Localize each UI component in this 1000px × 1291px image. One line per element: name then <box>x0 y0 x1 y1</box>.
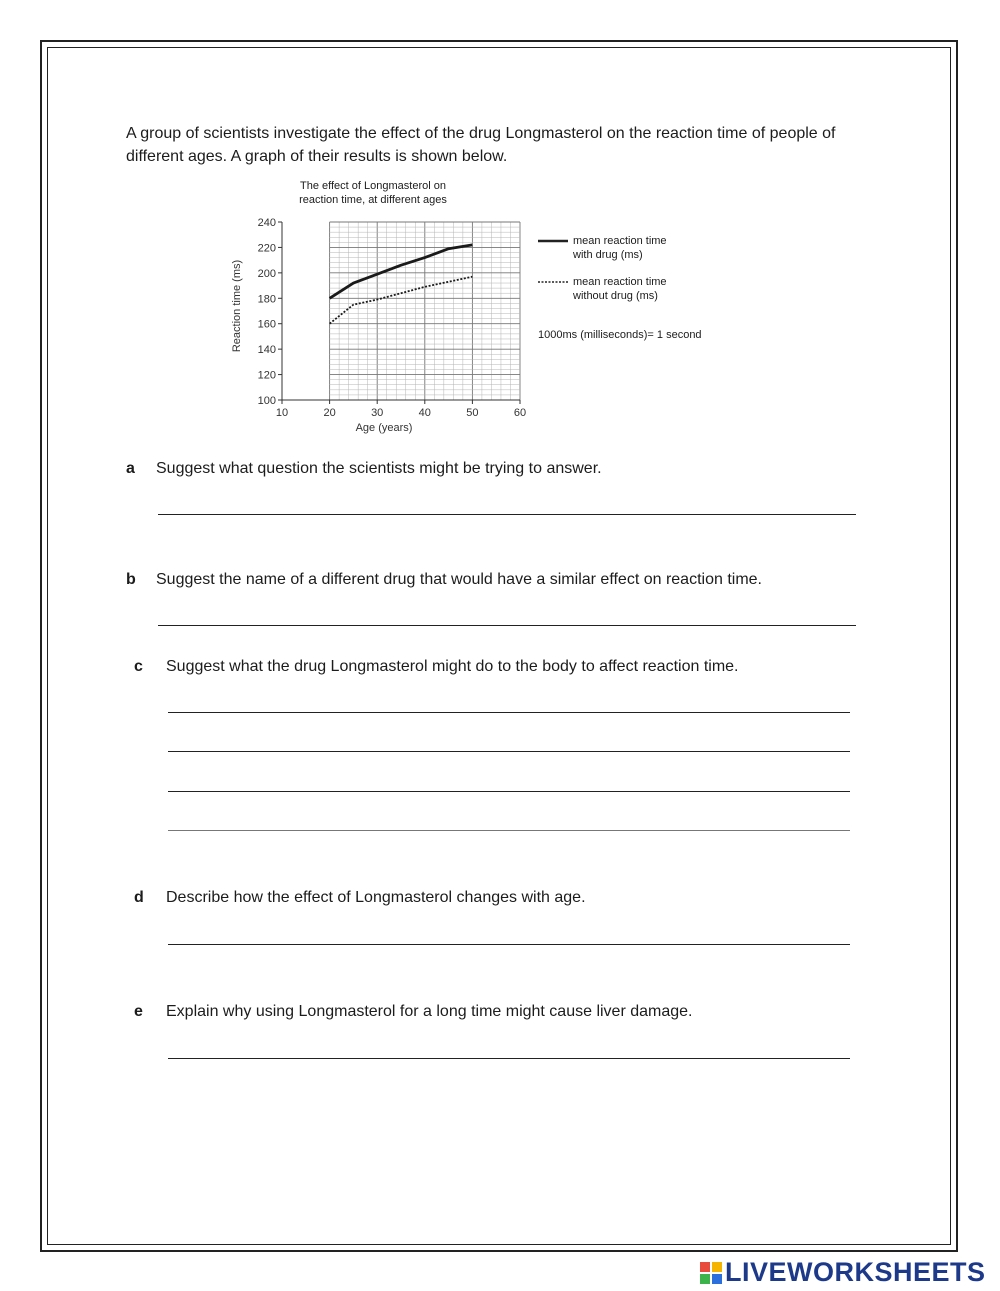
y-tick-label: 120 <box>257 369 276 382</box>
question-e-letter: e <box>134 1003 143 1020</box>
logo-block-green <box>700 1274 710 1284</box>
x-axis-label: Age (years) <box>355 422 413 434</box>
x-tick-label: 40 <box>418 407 431 419</box>
question-c-text: Suggest what the drug Longmasterol might do to the body to affect reaction time. <box>166 658 739 675</box>
question-d-letter: d <box>134 889 144 906</box>
y-tick-label: 100 <box>257 395 276 407</box>
x-tick-label: 10 <box>275 407 289 419</box>
question-a-text: Suggest what question the scientists might be trying to answer. <box>156 460 602 477</box>
legend-without-drug-line1: mean reaction time <box>573 276 667 288</box>
question-b-letter: b <box>126 571 136 588</box>
logo-block-blue <box>712 1274 722 1284</box>
legend-solid-swatch <box>538 235 570 247</box>
question-b-text: Suggest the name of a different drug that would have a similar effect on reaction time. <box>156 571 762 588</box>
series-with-drug-line <box>330 245 473 298</box>
answer-line-c-1[interactable] <box>168 712 850 713</box>
unit-note: 1000ms (milliseconds)= 1 second <box>538 329 702 341</box>
answer-line-c-4[interactable] <box>168 830 850 831</box>
x-tick-label: 20 <box>323 407 336 419</box>
logo-block-red <box>700 1262 710 1272</box>
logo-block-yellow <box>712 1262 722 1272</box>
answer-line-a[interactable] <box>158 514 856 515</box>
question-e-text: Explain why using Longmasterol for a long time might cause liver damage. <box>166 1003 693 1020</box>
y-axis-label: Reaction time (ms) <box>231 259 243 353</box>
liveworksheets-logo <box>700 1257 986 1288</box>
y-tick-label: 180 <box>257 293 276 306</box>
answer-line-c-3[interactable] <box>168 791 850 792</box>
question-a-letter: a <box>126 460 135 477</box>
chart-title: The effect of Longmasterol on reaction time, at different ages <box>299 180 447 206</box>
answer-line-d[interactable] <box>168 944 850 945</box>
legend-without-drug-line2: without drug (ms) <box>573 290 658 302</box>
logo-text: LIVEWORKSHEETS <box>725 1257 986 1287</box>
question-c-letter: c <box>134 658 143 675</box>
intro-paragraph: A group of scientists investigate the effect of the drug Longmasterol on the reaction time of people of different ages. A graph of their results is shown below. <box>126 125 836 165</box>
y-tick-label: 220 <box>257 242 276 255</box>
answer-line-e[interactable] <box>168 1058 850 1059</box>
y-tick-label: 160 <box>257 318 276 331</box>
logo-blocks-icon <box>700 1262 722 1284</box>
y-tick-label: 140 <box>257 344 276 357</box>
x-tick-label: 50 <box>466 407 479 419</box>
answer-line-c-2[interactable] <box>168 751 850 752</box>
legend-with-drug-line2: with drug (ms) <box>573 249 643 261</box>
y-tick-label: 200 <box>257 267 276 280</box>
x-tick-label: 60 <box>513 407 527 419</box>
x-tick-label: 30 <box>371 407 384 419</box>
y-tick-label: 240 <box>257 217 276 229</box>
reaction-time-chart <box>220 210 540 445</box>
legend-with-drug-line1: mean reaction time <box>573 235 667 247</box>
answer-line-b[interactable] <box>158 625 856 626</box>
legend-dashed-swatch <box>538 276 570 288</box>
question-d-text: Describe how the effect of Longmasterol changes with age. <box>166 889 586 906</box>
